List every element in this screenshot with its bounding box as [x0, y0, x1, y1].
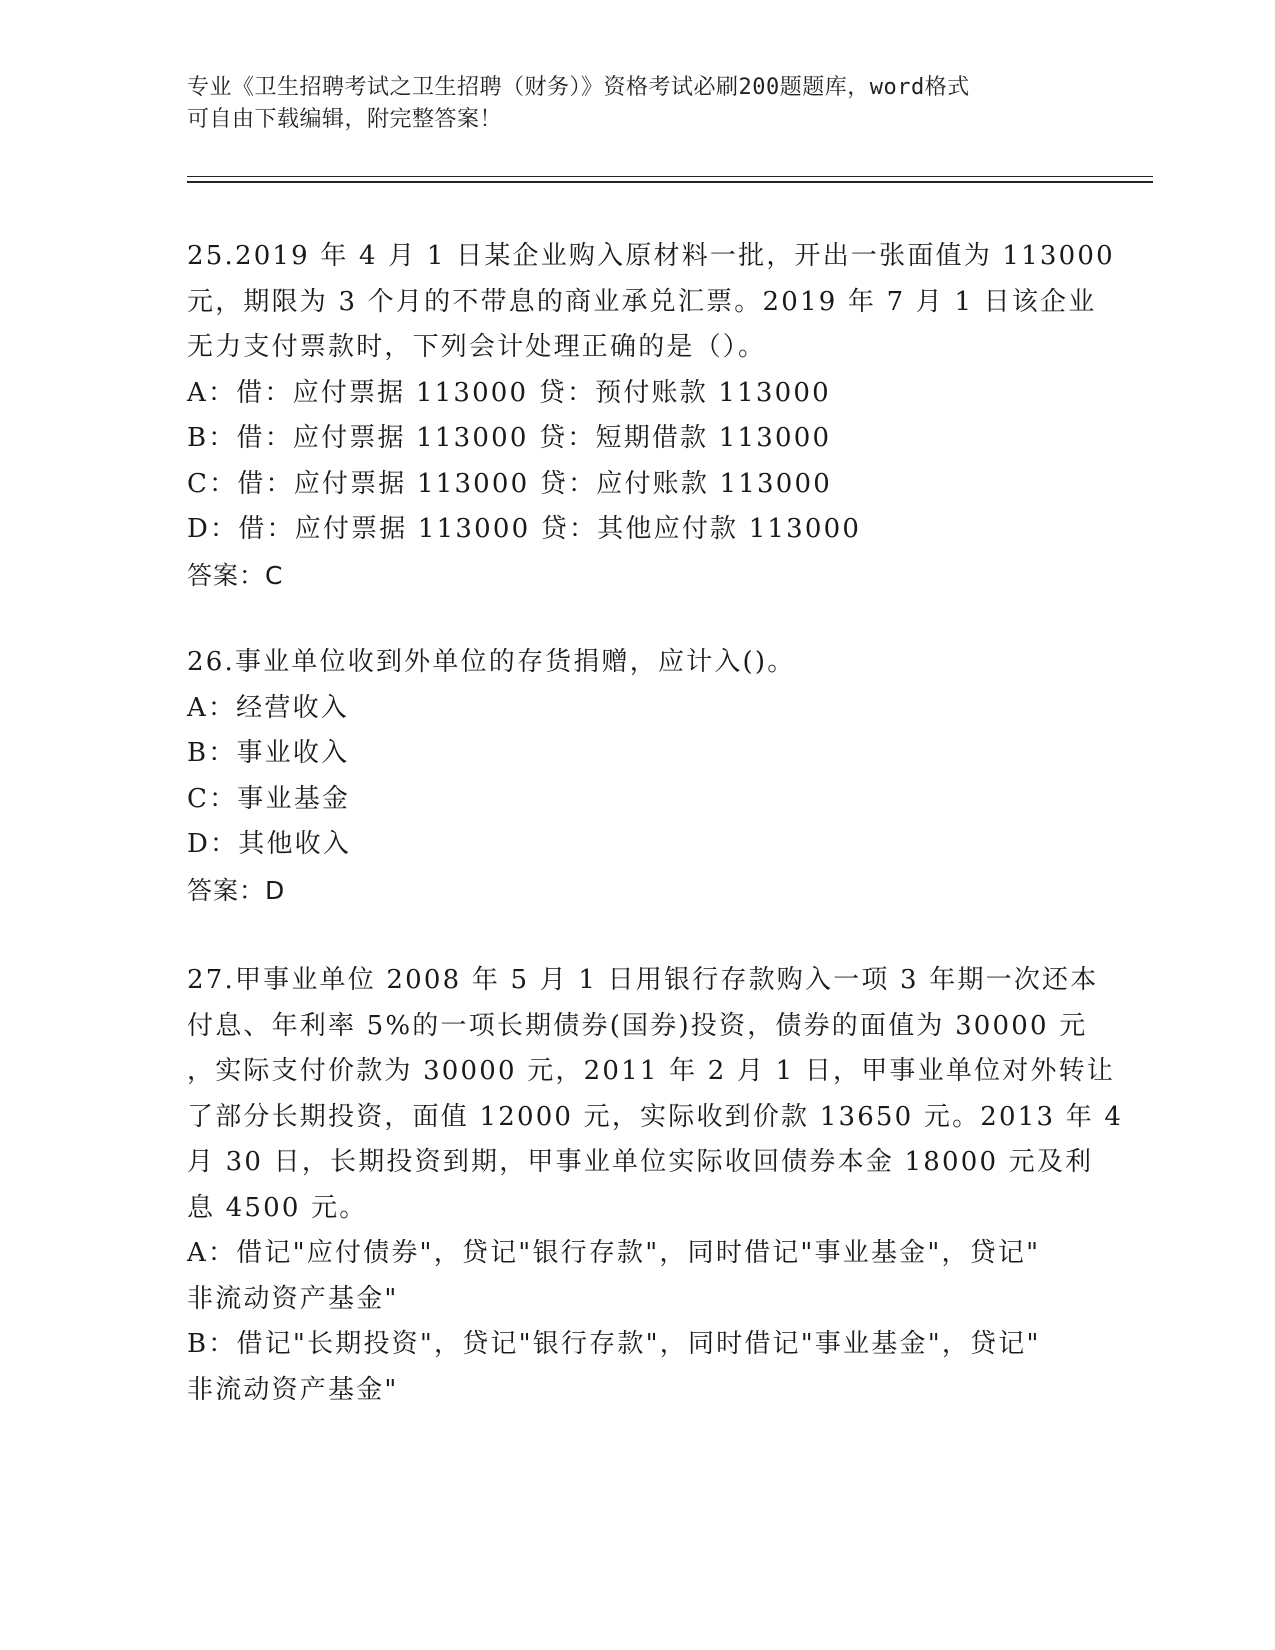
document-header — [187, 72, 1067, 136]
question-stem-line: 无力支付票款时，下列会计处理正确的是（）。 — [187, 332, 767, 362]
header-divider-thick — [187, 181, 1153, 183]
question-stem-line: 月 30 日，长期投资到期，甲事业单位实际收回债券本金 18000 元及利 — [187, 1147, 1094, 1177]
question-stem-line: 25.2019 年 4 月 1 日某企业购入原材料一批，开出一张面值为 113000 — [187, 241, 1115, 271]
header-title-line-1: 专业《卫生招聘考试之卫生招聘（财务）》资格考试必刷200题题库，word格式 — [187, 75, 970, 100]
question-stem-line: 付息、年利率 5%的一项长期债券(国券)投资，债券的面值为 30000 元 — [187, 1010, 1088, 1041]
header-title-line-2: 可自由下载编辑，附完整答案！ — [187, 107, 503, 132]
question-stem-line: 元，期限为 3 个月的不带息的商业承兑汇票。2019 年 7 月 1 日该企业 — [187, 286, 1097, 317]
question-stem-line: 27.甲事业单位 2008 年 5 月 1 日用银行存款购入一项 3 年期一次还本 — [187, 965, 1099, 995]
option-d: D：其他收入 — [187, 829, 352, 859]
option-b: B：借：应付票据 113000 贷：短期借款 113000 — [187, 423, 832, 453]
question-stem-line: 26.事业单位收到外单位的存货捐赠，应计入()。 — [187, 647, 796, 677]
question-25 — [187, 234, 1115, 598]
option-c: C：借：应付票据 113000 贷：应付账款 113000 — [187, 468, 832, 499]
question-stem-line: 息 4500 元。 — [187, 1192, 368, 1223]
option-a: A：借：应付票据 113000 贷：预付账款 113000 — [187, 377, 831, 408]
option-a: A：借记"应付债券"，贷记"银行存款"，同时借记"事业基金"，贷记" — [187, 1238, 1041, 1268]
answer-label: 答案：C — [187, 560, 284, 590]
question-stem-line: ，实际支付价款为 30000 元，2011 年 2 月 1 日，甲事业单位对外转让 — [187, 1056, 1116, 1086]
option-d: D：借：应付票据 113000 贷：其他应付款 113000 — [187, 514, 862, 544]
answer-label: 答案：D — [187, 875, 286, 905]
question-27 — [187, 958, 1124, 1413]
header-divider-thin — [187, 176, 1153, 177]
question-26 — [187, 640, 1077, 913]
option-b-continued: 非流动资产基金" — [187, 1374, 399, 1405]
option-c: C：事业基金 — [187, 783, 351, 814]
option-b: B：事业收入 — [187, 738, 350, 768]
option-a: A：经营收入 — [187, 692, 349, 723]
option-a-continued: 非流动资产基金" — [187, 1283, 399, 1314]
question-stem-line: 了部分长期投资，面值 12000 元，实际收到价款 13650 元。2013 年 4 — [187, 1101, 1124, 1132]
option-b: B：借记"长期投资"，贷记"银行存款"，同时借记"事业基金"，贷记" — [187, 1329, 1041, 1359]
